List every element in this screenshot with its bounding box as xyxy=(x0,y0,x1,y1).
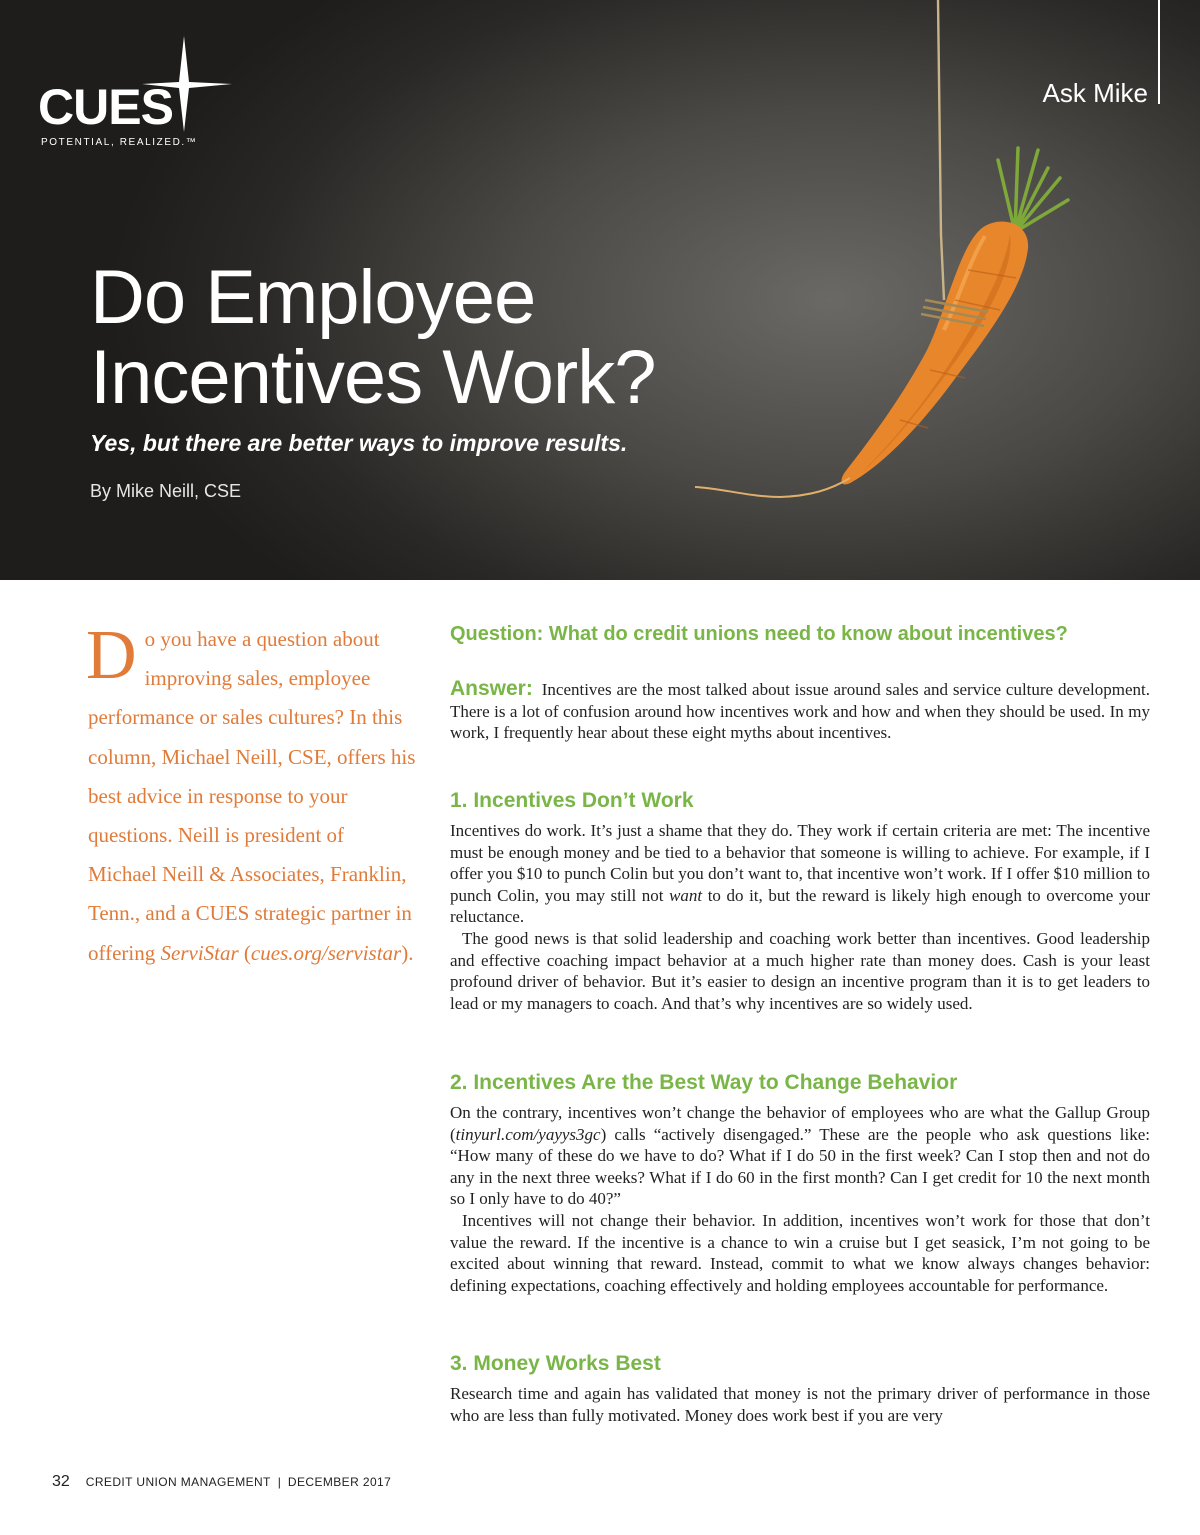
section-paragraph: The good news is that solid leadership and coaching work better than incentives. Good leadership and effective coaching impact behavior at a much higher rate than money does. Cash is your least profound driver of behavior. But it’s easier to design an incentive program than it is to get leaders to lead or my managers to coach. And that’s why incentives are so widely used. xyxy=(450,928,1150,1013)
drop-cap: D xyxy=(86,617,137,694)
title-line-1: Do Employee xyxy=(90,255,536,340)
text-run: to do it, but the reward is likely high enough to overcome your reluctance. xyxy=(450,885,1150,927)
answer-paragraph xyxy=(450,678,1150,744)
article-subtitle: Yes, but there are better ways to improve results. xyxy=(90,430,628,456)
issue-date: DECEMBER 2017 xyxy=(287,1475,392,1489)
tinyurl-link[interactable]: tinyurl.com/yayys3gc xyxy=(455,1124,601,1144)
hero-banner xyxy=(0,0,1200,580)
paren-close: ). xyxy=(401,940,414,965)
section-paragraph: Incentives will not change their behavior. In addition, incentives won’t work for those that don’t value the reward. If the incentive is a chance to win a cruise but I get seasick, I’m not going to be excited about winning that reward. Instead, commit to what we know always changes behavior: defining expectations, coaching effectively and holding employees accountable for performance. xyxy=(450,1210,1150,1295)
section-myth-2 xyxy=(450,1070,1150,1296)
title-line-2: Incentives Work? xyxy=(90,335,656,420)
section-heading: 1. Incentives Don’t Work xyxy=(450,789,694,812)
logo-wordmark: CUES xyxy=(38,79,173,135)
section-heading: 2. Incentives Are the Best Way to Change Behavior xyxy=(450,1071,958,1094)
byline: By Mike Neill, CSE xyxy=(90,481,242,501)
logo-tagline: POTENTIAL, REALIZED.™ xyxy=(41,137,198,148)
text-run: Incentives do work. It’s just a shame that they do. They work if certain criteria are met: The incentive must be enough money and be tied to a behavior that someone is willing to achieve. For example, if I offer you $10 to punch Colin but you don’t want to, that incentive won’t work. If I offer $10 million to punch Colin, you may still not xyxy=(450,821,1150,905)
text-run: On the contrary, incentives won’t change the behavior of employees who are what the Gallup Group ( xyxy=(450,1103,1150,1144)
publication-name: CREDIT UNION MANAGEMENT xyxy=(85,1475,271,1489)
section-myth-3 xyxy=(450,1351,1150,1426)
section-myth-1 xyxy=(450,788,1150,1014)
section-paragraph: Research time and again has validated that money is not the primary driver of performance in those who are less than fully motivated. Money does work best if you are very xyxy=(450,1384,1150,1425)
question-heading: Question: What do credit unions need to know about incentives? xyxy=(450,623,1068,645)
emphasis: want xyxy=(669,885,703,905)
paren-open: ( xyxy=(238,940,251,965)
answer-label: Answer: xyxy=(450,677,533,700)
text-run: ) calls “actively disengaged.” These are the people who ask questions like: “How many of these do we have to do? What if I do 50 in the first week? Can I stop then and not do any in the next three weeks? What if I do 60 in the first month? Can I get credit for 10 the next month so I only have to do 40?” xyxy=(450,1124,1150,1209)
page-number: 32 xyxy=(52,1473,70,1490)
answer-text: Incentives are the most talked about issue around sales and service culture development. There is a lot of confusion around how incentives work and how and when they should be used. In my work, I frequently hear about these eight myths about incentives. xyxy=(450,680,1151,742)
section-paragraph xyxy=(450,820,1150,928)
footer-separator: | xyxy=(277,1475,281,1489)
article-title xyxy=(90,255,656,420)
intro-text: o you have a question about improving sales, employee performance or sales cultures? In this column, Michael Neill, CSE, offers his best advice in response to your questions. Neill is president of Michael Neill & Associates, Franklin, Tenn., and a CUES strategic partner in offering xyxy=(88,627,416,965)
section-heading: 3. Money Works Best xyxy=(450,1352,661,1375)
page-footer xyxy=(52,1473,391,1491)
program-name: ServiStar xyxy=(160,940,239,965)
section-label: Ask Mike xyxy=(1042,78,1148,108)
servistar-link[interactable]: cues.org/servistar xyxy=(250,940,402,965)
column-intro-sidebar xyxy=(86,617,418,973)
section-paragraph xyxy=(450,1102,1150,1210)
